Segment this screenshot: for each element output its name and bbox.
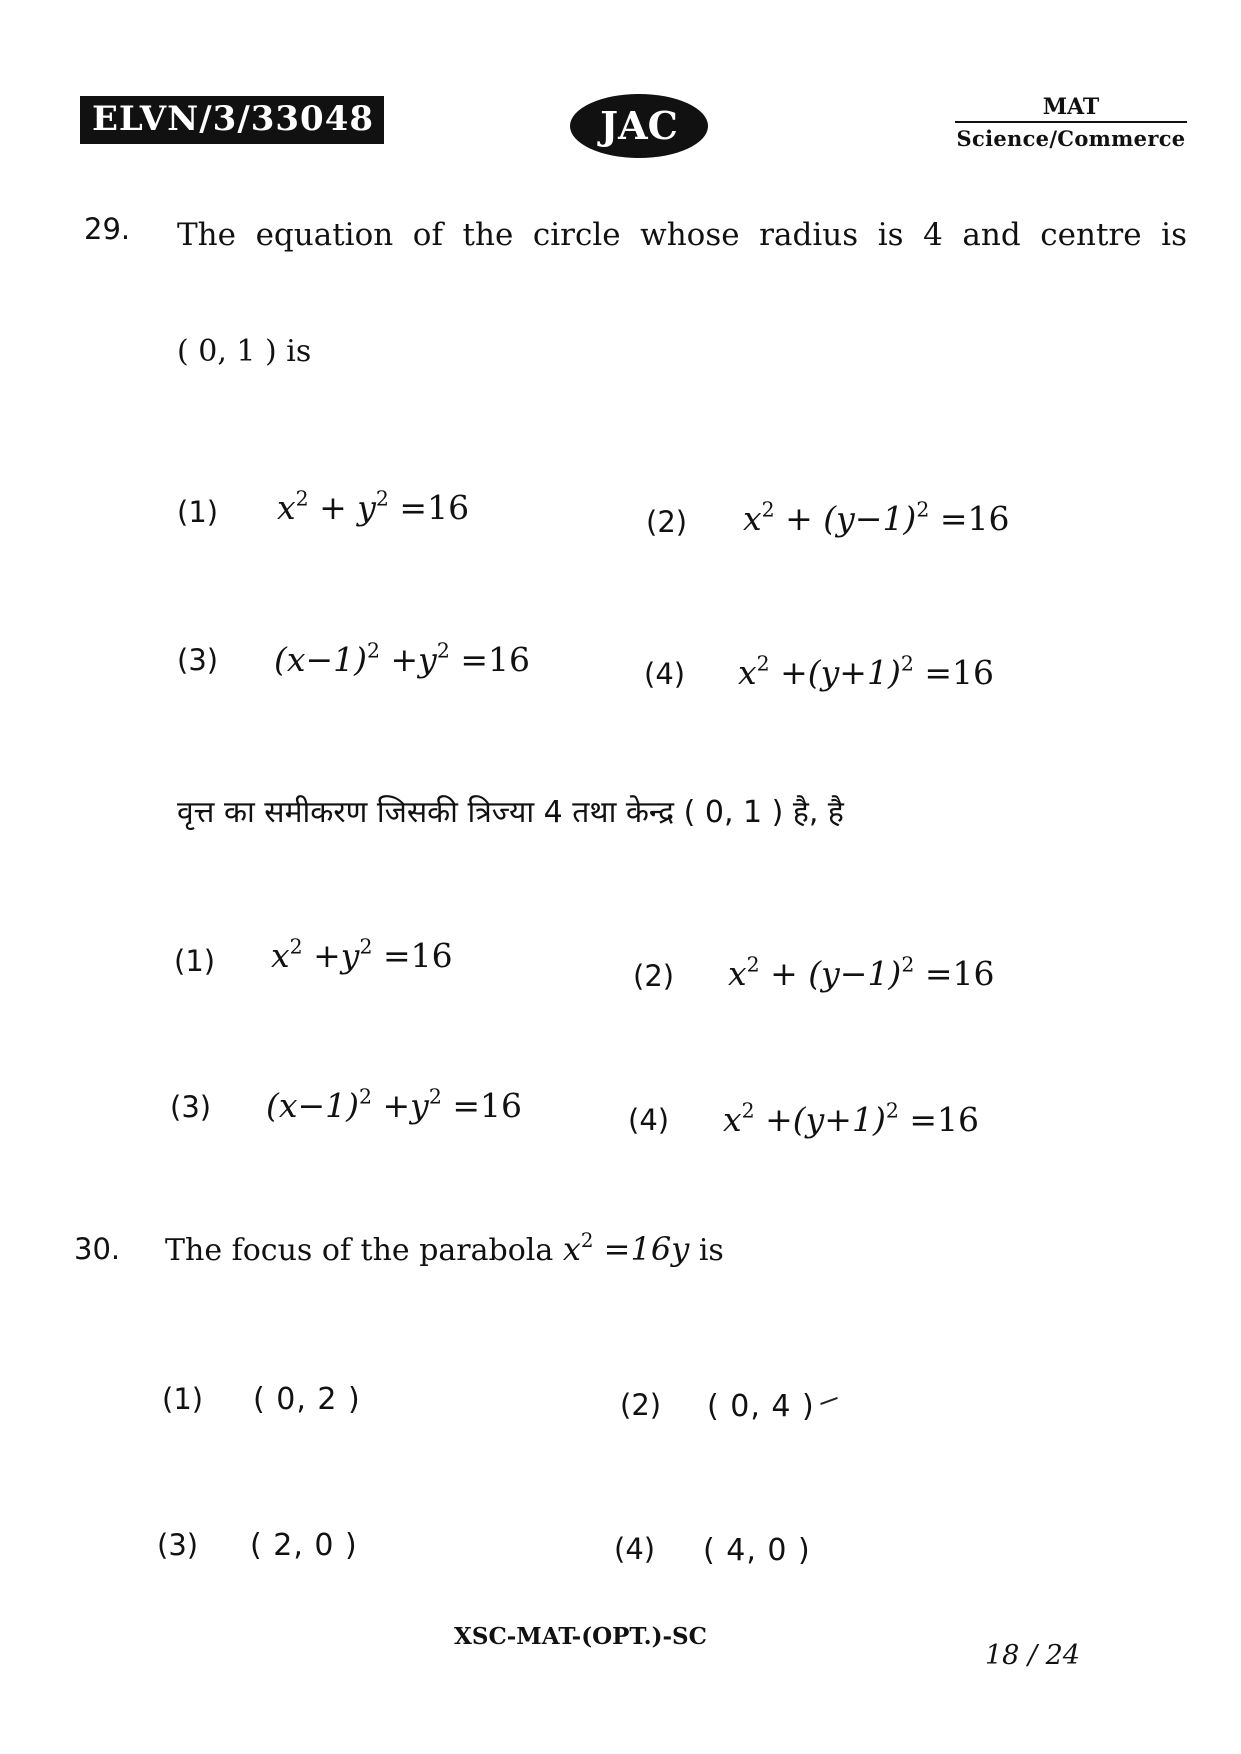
q29-word: 4 <box>923 217 943 253</box>
q29-hi-option-3-eq: $(x-1)^2 +y^2 =16$ <box>266 1084 522 1125</box>
subject-divider <box>955 121 1187 123</box>
question-29-text-line2: ( 0, 1 ) is <box>177 334 312 369</box>
board-logo: JAC <box>570 94 708 158</box>
q29-en-option-4-eq: $x^2 +(y+1)^2 =16$ <box>738 651 994 692</box>
q29-word: of <box>412 217 443 253</box>
q29-hi-option-3-num: (3) <box>170 1090 212 1124</box>
q29-word: the <box>462 217 514 253</box>
page-number: 18 / 24 <box>985 1640 1080 1671</box>
q29-en-option-1-eq: $x^2 + y^2 =16$ <box>277 486 470 527</box>
q30-option-1-num: (1) <box>162 1382 204 1416</box>
q29-word: centre <box>1040 217 1142 253</box>
q29-word: The <box>177 217 236 253</box>
question-29-hindi-text: वृत्त का समीकरण जिसकी त्रिज्या 4 तथा केन्द्र ( 0, 1 ) है, है <box>177 795 844 830</box>
q29-en-option-3-num: (3) <box>177 643 219 677</box>
q29-word: circle <box>532 217 621 253</box>
q30-option-4-num: (4) <box>614 1532 656 1566</box>
q29-word: and <box>962 217 1021 253</box>
q29-word: equation <box>255 217 394 253</box>
q29-en-option-3-eq: $(x-1)^2 +y^2 =16$ <box>274 638 530 679</box>
paper-code: ELVN/3/33048 <box>80 96 384 144</box>
q29-hi-option-4-eq: $x^2 +(y+1)^2 =16$ <box>723 1098 979 1139</box>
q29-en-option-4-num: (4) <box>644 657 686 691</box>
q29-word: radius <box>759 217 859 253</box>
q30-option-3-num: (3) <box>157 1528 199 1562</box>
q29-hi-option-2-num: (2) <box>633 959 675 993</box>
question-29-text-line1 <box>177 217 1187 253</box>
q29-hi-option-1-eq: $x^2 +y^2 =16$ <box>271 934 453 975</box>
q29-word: is <box>877 217 904 253</box>
q29-word: whose <box>640 217 740 253</box>
q30-option-1-value: ( 0, 2 ) <box>253 1382 361 1417</box>
q29-word: is <box>1161 217 1187 253</box>
pen-tick-mark <box>820 1397 838 1405</box>
q30-option-4-value: ( 4, 0 ) <box>703 1533 811 1568</box>
footer-code: XSC-MAT-(OPT.)-SC <box>454 1623 707 1650</box>
subject-label: MAT <box>1042 94 1100 120</box>
q29-hi-option-2-eq: $x^2 + (y-1)^2 =16$ <box>728 952 995 993</box>
question-30-text: The focus of the parabola $x^2 =16y$ is <box>165 1229 724 1268</box>
subject-block <box>955 94 1187 151</box>
q30-option-2-value: ( 0, 4 ) <box>707 1389 815 1424</box>
q29-en-option-2-eq: $x^2 + (y-1)^2 =16$ <box>743 497 1010 538</box>
q29-en-option-2-num: (2) <box>646 505 688 539</box>
q29-hi-option-4-num: (4) <box>628 1103 670 1137</box>
question-30-number: 30. <box>74 1232 121 1266</box>
q29-hi-option-1-num: (1) <box>174 944 216 978</box>
q29-en-option-1-num: (1) <box>177 495 219 529</box>
question-29-number: 29. <box>84 212 131 246</box>
q30-option-3-value: ( 2, 0 ) <box>250 1528 358 1563</box>
stream-label: Science/Commerce <box>956 126 1186 151</box>
q30-option-2-num: (2) <box>620 1388 662 1422</box>
